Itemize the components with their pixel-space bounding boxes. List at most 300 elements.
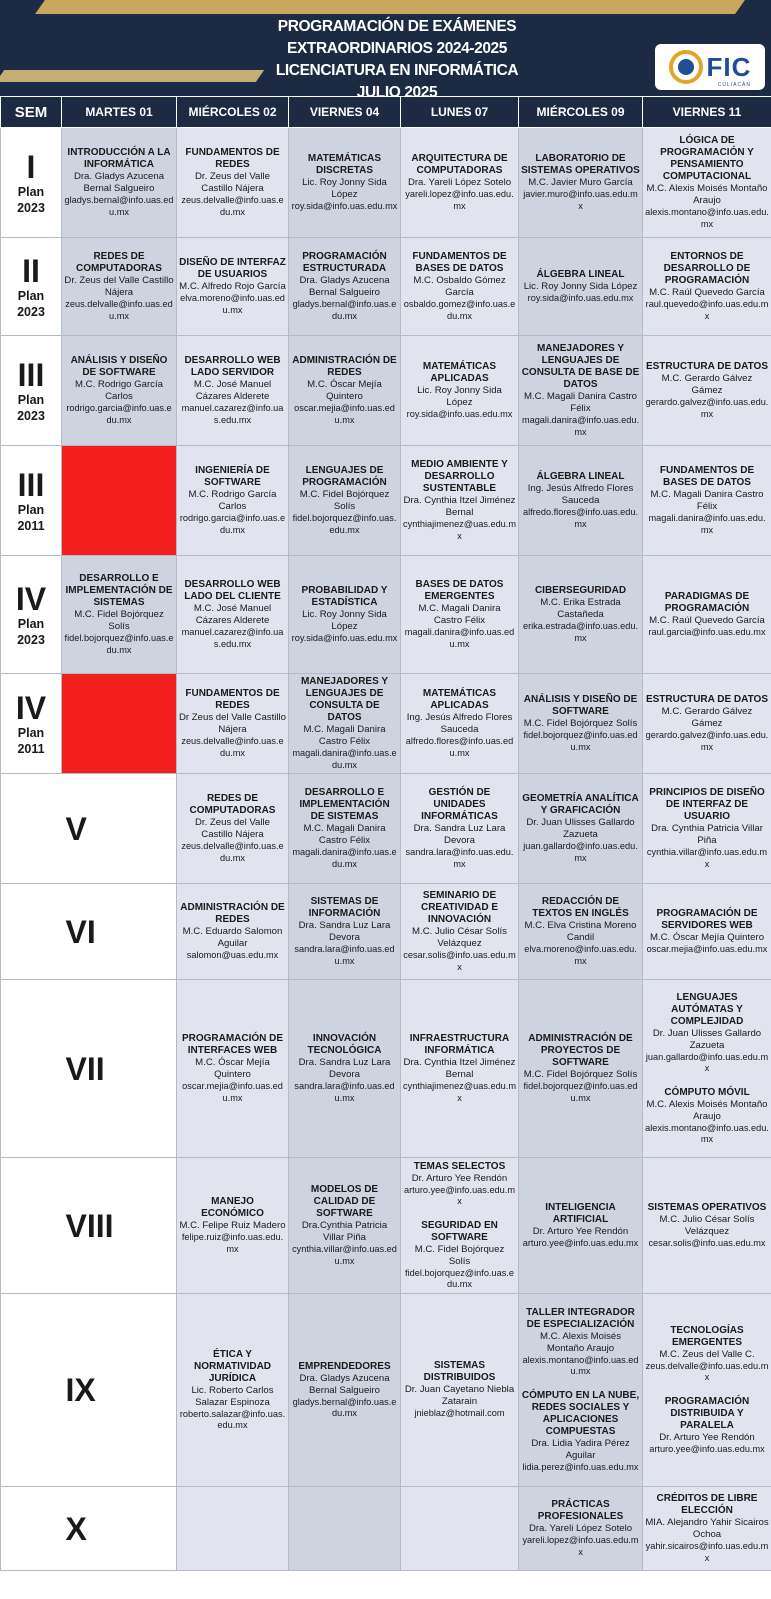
exam-cell xyxy=(289,446,401,556)
subject-name: MATEMÁTICAS APLICADAS xyxy=(422,360,497,384)
semester-cell xyxy=(1,128,62,238)
professor-email: alfredo.flores@info.uas.edu.mx xyxy=(405,736,514,758)
professor-name: M.C. Raúl Quevedo García xyxy=(649,614,765,626)
professor-email: magali.danira@info.uas.edu.mx xyxy=(521,415,640,437)
exam-cell xyxy=(177,980,289,1158)
exam-cell xyxy=(401,238,519,336)
professor-name: Dr Zeus del Valle Castillo Nájera xyxy=(179,712,286,735)
exam-cell xyxy=(62,336,177,446)
subject-name: EMPRENDEDORES xyxy=(298,1360,391,1372)
logo-text: FIC xyxy=(706,51,752,82)
exam-cell xyxy=(177,1294,289,1487)
exam-cell xyxy=(519,1487,643,1571)
exam-cell xyxy=(519,336,643,446)
plan-label: Plan 2023 xyxy=(17,184,45,215)
exam-entry xyxy=(179,579,286,650)
professor-email: arturo.yee@info.uas.edu.mx xyxy=(522,1237,639,1248)
professor-email: fidel.bojorquez@info.uas.edu.mx xyxy=(292,513,397,535)
professor-email: sandra.lara@info.uas.edu.mx xyxy=(405,847,514,869)
exam-cell xyxy=(289,336,401,446)
subject-name: CRÉDITOS DE LIBRE ELECCIÓN xyxy=(656,1493,758,1516)
exam-entry xyxy=(403,579,516,650)
exam-entry xyxy=(179,793,286,864)
exam-entry xyxy=(291,1361,398,1420)
subject-name: TALLER INTEGRADOR DE ESPECIALIZACIÓN xyxy=(526,1306,635,1330)
exam-cell xyxy=(401,980,519,1158)
professor-email: salomon@uas.edu.mx xyxy=(186,949,279,960)
blank-cell xyxy=(62,1158,177,1294)
exam-cell xyxy=(401,336,519,446)
seal-icon xyxy=(669,50,703,84)
professor-name: M.C. Rodrigo García Carlos xyxy=(188,489,277,512)
exam-cell xyxy=(643,674,771,774)
header-date: JULIO 2025 xyxy=(356,84,438,96)
professor-email: rodrigo.garcia@info.uas.edu.mx xyxy=(179,513,286,535)
exam-cell xyxy=(643,238,771,336)
exam-cell xyxy=(62,556,177,674)
exam-cell xyxy=(401,884,519,980)
professor-email: cynthia.villar@info.uas.edu.mx xyxy=(292,1244,397,1266)
exam-entry xyxy=(645,1087,769,1146)
semester-cell xyxy=(1,774,62,884)
professor-name: M.C. Alexis Moisés Montaño Araujo xyxy=(646,1098,768,1122)
semester-number: VII xyxy=(65,1050,105,1087)
professor-name: M.C. Óscar Mejía Quintero xyxy=(307,379,382,402)
exam-cell xyxy=(643,336,771,446)
column-header-day: LUNES 07 xyxy=(401,97,519,128)
plan-label: Plan 2023 xyxy=(17,288,45,319)
subject-name: PROGRAMACIÓN DISTRIBUIDA Y PARALELA xyxy=(664,1395,750,1431)
subject-name: PARADIGMAS DE PROGRAMACIÓN xyxy=(664,590,750,614)
subject-name: PROBABILIDAD Y ESTADÍSTICA xyxy=(301,584,388,608)
subject-name: PROGRAMACIÓN DE SERVIDORES WEB xyxy=(656,907,758,931)
professor-name: M.C. Javier Muro García xyxy=(528,177,633,188)
semester-row xyxy=(1,1158,771,1294)
professor-name: M.C. Osbaldo Gómez García xyxy=(413,275,506,298)
exam-entry xyxy=(521,1499,640,1558)
exam-entry xyxy=(521,1033,640,1104)
semester-cell xyxy=(1,446,62,556)
column-header-day: MIÉRCOLES 09 xyxy=(519,97,643,128)
professor-email: manuel.cazarez@info.uas.edu.mx xyxy=(181,627,284,649)
column-header-day: VIERNES 04 xyxy=(289,97,401,128)
professor-name: Dr. Arturo Yee Rendón xyxy=(411,1172,508,1184)
exam-cell xyxy=(62,238,177,336)
subject-name: ENTORNOS DE DESARROLLO DE PROGRAMACIÓN xyxy=(663,251,751,286)
semester-number: IV xyxy=(15,580,47,617)
exam-entry xyxy=(179,1349,286,1432)
subject-name: ÁLGEBRA LINEAL xyxy=(536,268,625,280)
professor-email: gladys.bernal@info.uas.edu.mx xyxy=(292,1396,397,1418)
professor-name: M.C. Fidel Bojórquez Solís xyxy=(414,1243,505,1267)
professor-email: magali.danira@info.uas.edu.mx xyxy=(648,513,766,535)
professor-email: rodrigo.garcia@info.uas.edu.mx xyxy=(66,403,172,425)
subject-name: GEOMETRÍA ANALÍTICA Y GRAFICACIÓN xyxy=(522,793,639,816)
subject-name: ADMINISTRACIÓN DE REDES xyxy=(292,355,397,378)
professor-name: Dra. Sandra Luz Lara Devora xyxy=(298,1057,391,1080)
subject-name: MANEJADORES Y LENGUAJES DE CONSULTA DE BASE DE DATOS xyxy=(521,343,640,390)
subject-name: ADMINISTRACIÓN DE REDES xyxy=(180,901,285,925)
subject-name: DESARROLLO E IMPLEMENTACIÓN DE SISTEMAS xyxy=(299,787,390,822)
professor-email: yareli.lopez@info.uas.edu.mx xyxy=(522,1535,639,1557)
exam-entry xyxy=(521,269,640,305)
exam-cell xyxy=(289,128,401,238)
subject-name: CÓMPUTO MÓVIL xyxy=(664,1086,750,1098)
subject-name: DESARROLLO E IMPLEMENTACIÓN DE SISTEMAS xyxy=(65,573,173,608)
column-header-day: MIÉRCOLES 02 xyxy=(177,97,289,128)
subject-name: REDES DE COMPUTADORAS xyxy=(76,251,162,274)
professor-email: magali.danira@info.uas.edu.mx xyxy=(292,847,397,869)
exam-entry xyxy=(291,251,398,322)
professor-email: felipe.ruiz@info.uas.edu.mx xyxy=(181,1232,284,1254)
professor-email: alfredo.flores@info.uas.edu.mx xyxy=(522,507,639,529)
exam-entry xyxy=(291,355,398,426)
semester-number: IV xyxy=(15,689,47,726)
exam-cell xyxy=(519,884,643,980)
professor-email: fidel.bojorquez@info.uas.edu.mx xyxy=(523,730,638,752)
semester-row xyxy=(1,1294,771,1487)
exam-entry xyxy=(645,1202,769,1250)
professor-name: M.C. Fidel Bojórquez Solís xyxy=(74,609,164,632)
exam-cell xyxy=(401,1294,519,1487)
subject-name: LENGUAJES AUTÓMATAS Y COMPLEJIDAD xyxy=(670,991,744,1027)
exam-entry xyxy=(291,465,398,536)
professor-name: Dra. Gladys Azucena Bernal Salgueiro xyxy=(299,1372,390,1396)
exam-entry xyxy=(64,251,174,322)
exam-entry xyxy=(179,1033,286,1104)
exam-entry xyxy=(179,465,286,536)
subject-name: MEDIO AMBIENTE Y DESARROLLO SUSTENTABLE xyxy=(411,459,508,494)
subject-name: SISTEMAS DISTRIBUIDOS xyxy=(423,1360,496,1384)
professor-email: manuel.cazarez@info.uas.edu.mx xyxy=(181,403,284,425)
exam-entry xyxy=(521,343,640,438)
semester-number: X xyxy=(65,1510,87,1547)
professor-name: Dra. Cynthia Patricia Villar Piña xyxy=(651,823,763,846)
semester-number: III xyxy=(17,466,45,503)
professor-email: raul.quevedo@info.uas.edu.mx xyxy=(645,299,769,321)
exam-cell xyxy=(177,128,289,238)
exam-cell xyxy=(643,884,771,980)
semester-number: V xyxy=(65,810,87,847)
logo-subtext: CULIACÁN xyxy=(717,82,751,88)
exam-entry xyxy=(291,1033,398,1104)
professor-email: cynthia.villar@info.uas.edu.mx xyxy=(646,847,768,869)
professor-name: Dra. Lidia Yadira Pérez Aguilar xyxy=(531,1437,630,1461)
professor-name: M.C. Julio César Solís Velázquez xyxy=(412,926,507,949)
exam-cell xyxy=(519,446,643,556)
blank-cell xyxy=(62,774,177,884)
professor-email: cynthiajimenez@uas.edu.mx xyxy=(403,519,516,541)
professor-email: gladys.bernal@info.uas.edu.mx xyxy=(64,195,174,217)
exam-entry xyxy=(521,694,640,753)
exam-cell xyxy=(401,774,519,884)
professor-name: Dr. Zeus del Valle Castillo Nájera xyxy=(64,275,174,298)
professor-name: Dra. Sandra Luz Lara Devora xyxy=(298,920,391,943)
exam-entry xyxy=(645,251,769,322)
professor-name: M.C. Elva Cristina Moreno Candil xyxy=(524,920,637,943)
professor-email: lidia.perez@info.uas.edu.mx xyxy=(522,1461,639,1472)
exam-entry xyxy=(521,1307,640,1378)
subject-name: PROGRAMACIÓN ESTRUCTURADA xyxy=(302,251,387,274)
exam-entry xyxy=(645,694,769,753)
exam-entry xyxy=(521,793,640,864)
professor-name: M.C. Alexis Moisés Montaño Araujo xyxy=(539,1330,622,1354)
professor-name: Dra. Yareli López Sotelo xyxy=(407,177,512,188)
professor-name: Lic. Roy Jonny Sida López xyxy=(302,608,387,632)
semester-cell xyxy=(1,1294,62,1487)
professor-name: M.C. Magali Danira Castro Félix xyxy=(523,391,638,414)
professor-name: Dr. Zeus del Valle Castillo Nájera xyxy=(194,817,270,840)
exam-cell xyxy=(177,446,289,556)
semester-number: III xyxy=(17,356,45,393)
professor-name: Dra. Cynthia Itzel Jiménez Bernal xyxy=(403,495,516,518)
exam-entry xyxy=(521,153,640,212)
exam-entry xyxy=(521,1202,640,1250)
professor-name: Dra.Cynthia Patricia Villar Piña xyxy=(301,1220,388,1243)
header-title-block xyxy=(212,16,582,96)
subject-name: ÉTICA Y NORMATIVIDAD JURÍDICA xyxy=(193,1348,272,1384)
professor-name: M.C. Felipe Ruiz Madero xyxy=(179,1220,286,1231)
professor-name: Dra. Sandra Luz Lara Devora xyxy=(413,823,506,846)
blank-cell xyxy=(62,1487,177,1571)
subject-name: SEGURIDAD EN SOFTWARE xyxy=(421,1219,498,1243)
subject-name: PRÁCTICAS PROFESIONALES xyxy=(537,1499,624,1522)
subject-name: TEMAS SELECTOS xyxy=(413,1160,506,1172)
subject-name: FUNDAMENTOS DE BASES DE DATOS xyxy=(659,465,755,488)
professor-email: erika.estrada@info.uas.edu.mx xyxy=(522,621,639,643)
professor-email: jnieblaz@hotmail.com xyxy=(414,1408,505,1419)
exam-entry xyxy=(291,676,398,771)
professor-email: alexis.montano@info.uas.edu.mx xyxy=(522,1354,639,1377)
exam-entry xyxy=(403,361,516,421)
exam-cell xyxy=(289,674,401,774)
exam-cell xyxy=(289,980,401,1158)
professor-name: Dr. Juan Ulisses Gallardo Zazueta xyxy=(526,817,635,840)
semester-number: II xyxy=(22,252,40,289)
professor-name: M.C. Gerardo Gálvez Gámez xyxy=(661,373,753,396)
gold-stripe xyxy=(35,0,745,14)
exam-entry xyxy=(291,896,398,967)
professor-email: fidel.bojorquez@info.uas.edu.mx xyxy=(405,1267,514,1289)
plan-label: Plan 2011 xyxy=(17,502,45,533)
exam-cell xyxy=(519,128,643,238)
subject-name: CIBERSEGURIDAD xyxy=(534,585,627,596)
professor-name: Ing. Jesús Alfredo Flores Sauceda xyxy=(406,712,513,735)
page-header xyxy=(0,0,771,96)
exam-cell xyxy=(401,446,519,556)
professor-email: arturo.yee@info.uas.edu.mx xyxy=(649,1443,765,1454)
exam-entry xyxy=(403,1161,516,1208)
professor-name: M.C. Alexis Moisés Montaño Araujo xyxy=(646,183,768,206)
exam-entry xyxy=(291,153,398,213)
semester-cell xyxy=(1,1487,62,1571)
semester-row xyxy=(1,774,771,884)
exam-cell xyxy=(643,1487,771,1571)
semester-cell xyxy=(1,336,62,446)
professor-name: M.C. Eduardo Salomon Aguilar xyxy=(182,925,283,949)
professor-name: Lic. Roy Jonny Sida López xyxy=(417,384,502,408)
exam-entry xyxy=(521,471,640,530)
professor-email: roberto.salazar@info.uas.edu.mx xyxy=(179,1408,286,1430)
professor-email: alexis.montano@info.uas.edu.mx xyxy=(645,207,769,229)
exam-cell xyxy=(177,238,289,336)
professor-email: juan.gallardo@info.uas.edu.mx xyxy=(523,841,638,863)
subject-name: GESTIÓN DE UNIDADES INFORMÁTICAS xyxy=(421,787,498,822)
exam-entry xyxy=(645,787,769,870)
exam-cell xyxy=(177,774,289,884)
subject-name: SISTEMAS OPERATIVOS xyxy=(647,1201,767,1213)
exam-entry xyxy=(64,147,174,218)
exam-entry xyxy=(291,1184,398,1267)
semester-row xyxy=(1,674,771,774)
semester-cell xyxy=(1,1158,62,1294)
professor-name: M.C. Rodrigo García Carlos xyxy=(75,379,163,402)
exam-cell xyxy=(289,1294,401,1487)
empty-cell xyxy=(289,1487,401,1571)
professor-email: gerardo.galvez@info.uas.edu.mx xyxy=(645,397,769,419)
professor-email: zeus.delvalle@info.uas.edu.mx xyxy=(65,299,173,321)
exam-cell xyxy=(519,774,643,884)
professor-email: cesar.solis@info.uas.edu.mx xyxy=(403,950,516,972)
professor-email: osbaldo.gomez@info.uas.edu.mx xyxy=(403,299,516,321)
professor-email: roy.sida@info.uas.edu.mx xyxy=(291,200,398,211)
subject-name: INNOVACIÓN TECNOLÓGICA xyxy=(307,1033,382,1056)
semester-number: VIII xyxy=(65,1207,114,1244)
professor-email: cesar.solis@info.uas.edu.mx xyxy=(648,1237,766,1248)
semester-row xyxy=(1,446,771,556)
semester-number: VI xyxy=(65,913,96,950)
exam-cell xyxy=(401,128,519,238)
professor-name: M.C. Magali Danira Castro Félix xyxy=(303,823,386,846)
professor-name: M.C. Zeus del Valle C. xyxy=(659,1348,755,1360)
subject-name: DESARROLLO WEB LADO SERVIDOR xyxy=(184,355,281,378)
exam-cell xyxy=(643,1158,771,1294)
exam-entry xyxy=(521,896,640,967)
subject-name: ADMINISTRACIÓN DE PROYECTOS DE SOFTWARE xyxy=(528,1033,633,1068)
exam-entry xyxy=(291,585,398,645)
semester-row xyxy=(1,1487,771,1571)
professor-email: roy.sida@info.uas.edu.mx xyxy=(291,632,398,643)
empty-cell xyxy=(401,1487,519,1571)
subject-name: ANÁLISIS Y DISEÑO DE SOFTWARE xyxy=(70,355,168,378)
subject-name: SISTEMAS DE INFORMACIÓN xyxy=(308,896,381,919)
professor-name: M.C. Magali Danira Castro Félix xyxy=(650,489,764,512)
professor-name: M.C. Óscar Mejía Quintero xyxy=(195,1057,270,1080)
exam-entry xyxy=(179,147,286,218)
unavailable-cell xyxy=(62,446,177,556)
exam-cell xyxy=(519,1158,643,1294)
blank-cell xyxy=(62,884,177,980)
professor-name: M.C. Magali Danira Castro Félix xyxy=(303,724,386,747)
professor-name: M.C. Alfredo Rojo García xyxy=(179,281,286,292)
exam-entry xyxy=(403,251,516,322)
semester-row xyxy=(1,336,771,446)
professor-name: M.C. Gerardo Gálvez Gámez xyxy=(661,706,753,729)
subject-name: INTELIGENCIA ARTIFICIAL xyxy=(545,1201,616,1225)
empty-cell xyxy=(177,1487,289,1571)
subject-name: ESTRUCTURA DE DATOS xyxy=(645,361,769,372)
professor-name: Lic. Roy Jonny Sida López xyxy=(302,176,387,200)
exam-entry xyxy=(645,465,769,536)
professor-name: M.C. Erika Estrada Castañeda xyxy=(540,597,621,620)
exam-schedule-table xyxy=(0,96,771,1571)
subject-name: INFRAESTRUCTURA INFORMÁTICA xyxy=(409,1033,510,1056)
professor-name: Dr. Arturo Yee Rendón xyxy=(532,1225,629,1237)
professor-email: zeus.delvalle@info.uas.edu.mx xyxy=(645,1360,769,1383)
exam-entry xyxy=(645,1396,769,1456)
professor-email: oscar.mejia@info.uas.edu.mx xyxy=(294,403,395,425)
semester-row xyxy=(1,884,771,980)
subject-name: DISEÑO DE INTERFAZ DE USUARIOS xyxy=(179,257,286,280)
exam-cell xyxy=(62,128,177,238)
plan-label: Plan 2011 xyxy=(17,725,45,756)
column-header-day: VIERNES 11 xyxy=(643,97,771,128)
exam-entry xyxy=(645,1325,769,1384)
exam-entry xyxy=(403,1360,516,1420)
unavailable-cell xyxy=(62,674,177,774)
exam-cell xyxy=(401,674,519,774)
professor-email: javier.muro@info.uas.edu.mx xyxy=(523,189,638,211)
professor-email: gladys.bernal@info.uas.edu.mx xyxy=(292,299,397,321)
professor-email: fidel.bojorquez@info.uas.edu.mx xyxy=(523,1081,638,1103)
exam-cell xyxy=(519,238,643,336)
professor-name: Lic. Roy Jonny Sida López xyxy=(523,280,638,292)
professor-name: M.C. Fidel Bojórquez Solís xyxy=(523,718,638,729)
exam-cell xyxy=(643,980,771,1158)
professor-email: gerardo.galvez@info.uas.edu.mx xyxy=(645,730,769,752)
exam-entry xyxy=(179,257,286,316)
professor-name: Dra. Gladys Azucena Bernal Salgueiro xyxy=(73,171,165,194)
exam-cell xyxy=(289,238,401,336)
exam-entry xyxy=(403,688,516,759)
professor-name: Lic. Roberto Carlos Salazar Espinoza xyxy=(191,1384,274,1408)
subject-name: INTRODUCCIÓN A LA INFORMÁTICA xyxy=(67,147,171,170)
subject-name: FUNDAMENTOS DE REDES xyxy=(185,688,280,711)
subject-name: REDACCIÓN DE TEXTOS EN INGLÉS xyxy=(532,896,629,919)
semester-cell xyxy=(1,556,62,674)
exam-entry xyxy=(645,591,769,639)
professor-email: oscar.mejia@info.uas.edu.mx xyxy=(646,943,768,954)
subject-name: SEMINARIO DE CREATIVIDAD E INNOVACIÓN xyxy=(420,890,499,925)
professor-email: yahir.sicairos@info.uas.edu.mx xyxy=(645,1541,769,1563)
subject-name: FUNDAMENTOS DE REDES xyxy=(185,147,280,170)
exam-cell xyxy=(401,556,519,674)
exam-entry xyxy=(291,787,398,870)
professor-name: M.C. José Manuel Cázares Alderete xyxy=(193,379,272,402)
column-header-day: MARTES 01 xyxy=(62,97,177,128)
subject-name: TECNOLOGÍAS EMERGENTES xyxy=(670,1324,744,1348)
exam-entry xyxy=(64,355,174,426)
exam-cell xyxy=(289,774,401,884)
exam-cell xyxy=(177,336,289,446)
exam-cell xyxy=(177,1158,289,1294)
semester-number: IX xyxy=(65,1372,96,1408)
plan-label: Plan 2023 xyxy=(17,616,45,647)
header-title: PROGRAMACIÓN DE EXÁMENES EXTRAORDINARIOS 2024-2025 xyxy=(277,18,517,57)
semester-row xyxy=(1,556,771,674)
professor-email: zeus.delvalle@info.uas.edu.mx xyxy=(181,841,284,863)
exam-entry xyxy=(403,459,516,542)
professor-email: zeus.delvalle@info.uas.edu.mx xyxy=(181,736,284,758)
exam-entry xyxy=(645,1493,769,1564)
professor-email: arturo.yee@info.uas.edu.mx xyxy=(404,1184,515,1206)
professor-email: yareli.lopez@info.uas.edu.mx xyxy=(405,189,514,211)
exam-cell xyxy=(519,1294,643,1487)
semester-cell xyxy=(1,674,62,774)
exam-entry xyxy=(645,361,769,420)
professor-email: magali.danira@info.uas.edu.mx xyxy=(292,748,397,770)
exam-cell xyxy=(519,556,643,674)
